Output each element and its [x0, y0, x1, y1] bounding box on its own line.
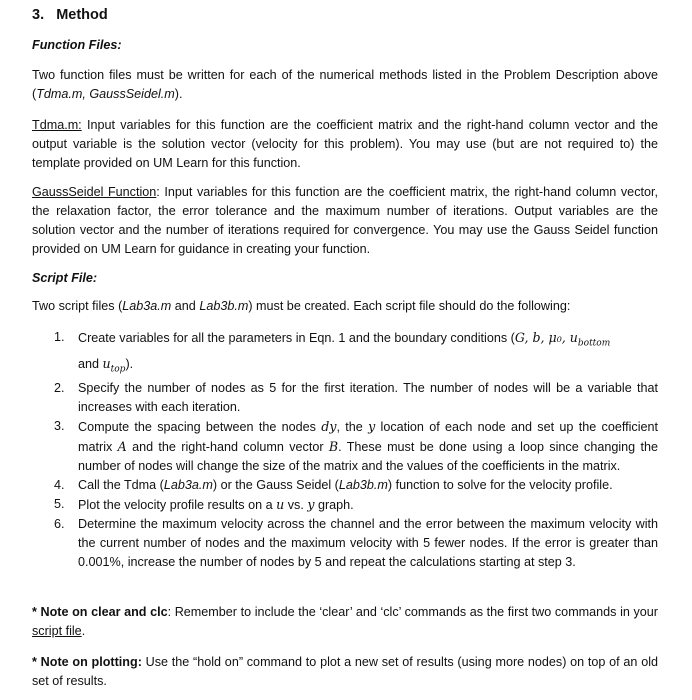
step-math: u [276, 497, 285, 513]
list-item [32, 328, 658, 379]
tdma-label: Tdma.m: [32, 118, 82, 132]
step-math: dy [321, 419, 337, 435]
step-file: Lab3a.m [163, 478, 213, 493]
step-number: 2. [54, 381, 65, 396]
script-file-a: Lab3a.m [122, 299, 172, 313]
script-file-link[interactable]: script file [32, 624, 82, 638]
section-number: 3. [32, 7, 45, 23]
list-item [32, 379, 658, 417]
step-text: Plot the velocity profile results on a [78, 498, 277, 513]
tdma-paragraph [32, 116, 658, 173]
step-number: 4. [54, 478, 65, 493]
step-text: , the [336, 420, 369, 435]
step-text: ) or the Gauss Seidel ( [212, 478, 339, 493]
note-clear [32, 603, 658, 641]
step-text: Create variables for all the parameters in Eqn. 1 and the boundary conditions ( [78, 331, 515, 345]
list-item [32, 495, 658, 515]
gauss-seidel-paragraph [32, 183, 658, 259]
script-intro-and: and [171, 299, 200, 313]
note-clear-text: : Remember to include the ‘clear’ and ‘clc’ commands as the first two commands in your [167, 605, 658, 619]
step-math: A [117, 439, 127, 455]
step-file: Lab3b.m [338, 478, 388, 493]
step-text: graph. [314, 498, 354, 513]
step-subscript: bottom [577, 338, 611, 349]
intro-end: ). [174, 87, 183, 101]
step-number: 5. [54, 497, 65, 512]
script-intro-b: ) must be created. Each script file should do the following: [248, 299, 571, 313]
section-heading [32, 6, 108, 25]
note-clear-label: * Note on clear and clc [32, 605, 168, 619]
step-text: Specify the number of nodes as 5 for the first iteration. The number of nodes will be a variable that increases with each iteration. [78, 381, 658, 415]
note-plotting [32, 653, 658, 691]
gs-label: GaussSeidel Function [32, 185, 157, 199]
step-text: and the right-hand column vector [126, 440, 329, 455]
step-text: vs. [284, 498, 308, 513]
step-math: u [102, 355, 111, 371]
step-text: and [78, 356, 103, 371]
step-math: G, b, μ₀, u [514, 330, 578, 345]
step-number: 1. [54, 330, 65, 344]
note-plot-label: * Note on plotting: [32, 655, 142, 669]
note-plot-text: Use the “hold on” command to plot a new set of results (using more nodes) on top of an old set of results. [32, 655, 658, 688]
steps-list [32, 328, 658, 572]
step-text: Call the Tdma ( [78, 478, 164, 493]
function-files-intro [32, 66, 658, 104]
section-title: Method [56, 7, 108, 23]
tdma-text: Input variables for this function are the coefficient matrix and the right-hand column vector and the output variable is the solution vector (velocity for this problem). You may use (but are not required to) the template provided on UM Learn for this function. [32, 118, 658, 170]
script-file-heading: Script File: [32, 271, 98, 285]
note-clear-end: . [81, 624, 86, 638]
step-math: y [307, 497, 315, 513]
step-text: ) function to solve for the velocity profile. [387, 478, 613, 493]
step-math: y [368, 419, 376, 435]
intro-files: Tdma.m, GaussSeidel.m [36, 87, 175, 101]
list-item [32, 417, 658, 476]
intro-text: Two function files must be written for each of the numerical methods listed in the Problem Description above ( [32, 68, 658, 101]
step-text: Determine the maximum velocity across the channel and the error between the maximum velocity with the current number of nodes and the maximum velocity with 5 fewer nodes. If the error is greater than 0.001%, increase the number of nodes by 5 and repeat the calculations starting at step 3. [78, 517, 658, 570]
step-math: B [328, 439, 339, 455]
script-file-intro [32, 297, 658, 316]
script-intro-a: Two script files ( [32, 299, 123, 313]
step-text: ). [125, 356, 134, 371]
list-item [32, 476, 658, 495]
step-number: 6. [54, 517, 65, 532]
step-text: Compute the spacing between the nodes [78, 420, 322, 435]
step-text: . These must be done using a loop since changing the number of nodes will change the size of the matrix and the values of the coefficients in the matrix. [78, 440, 658, 474]
list-item [32, 515, 658, 572]
function-files-heading: Function Files: [32, 38, 122, 52]
step-number: 3. [54, 419, 65, 434]
script-file-b: Lab3b.m [199, 299, 249, 313]
step-subscript: top [110, 364, 126, 375]
gs-text: : Input variables for this function are the coefficient matrix, the right-hand column vector, the relaxation factor, the error tolerance and the maximum number of iterations. Output variables are the solution vector and the number of iterations required for convergence. You may use the Gauss Seidel function provided on UM Learn for guidance in creating your function. [32, 185, 658, 256]
step-text: location of each node and set up the coefficient matrix [78, 420, 658, 455]
